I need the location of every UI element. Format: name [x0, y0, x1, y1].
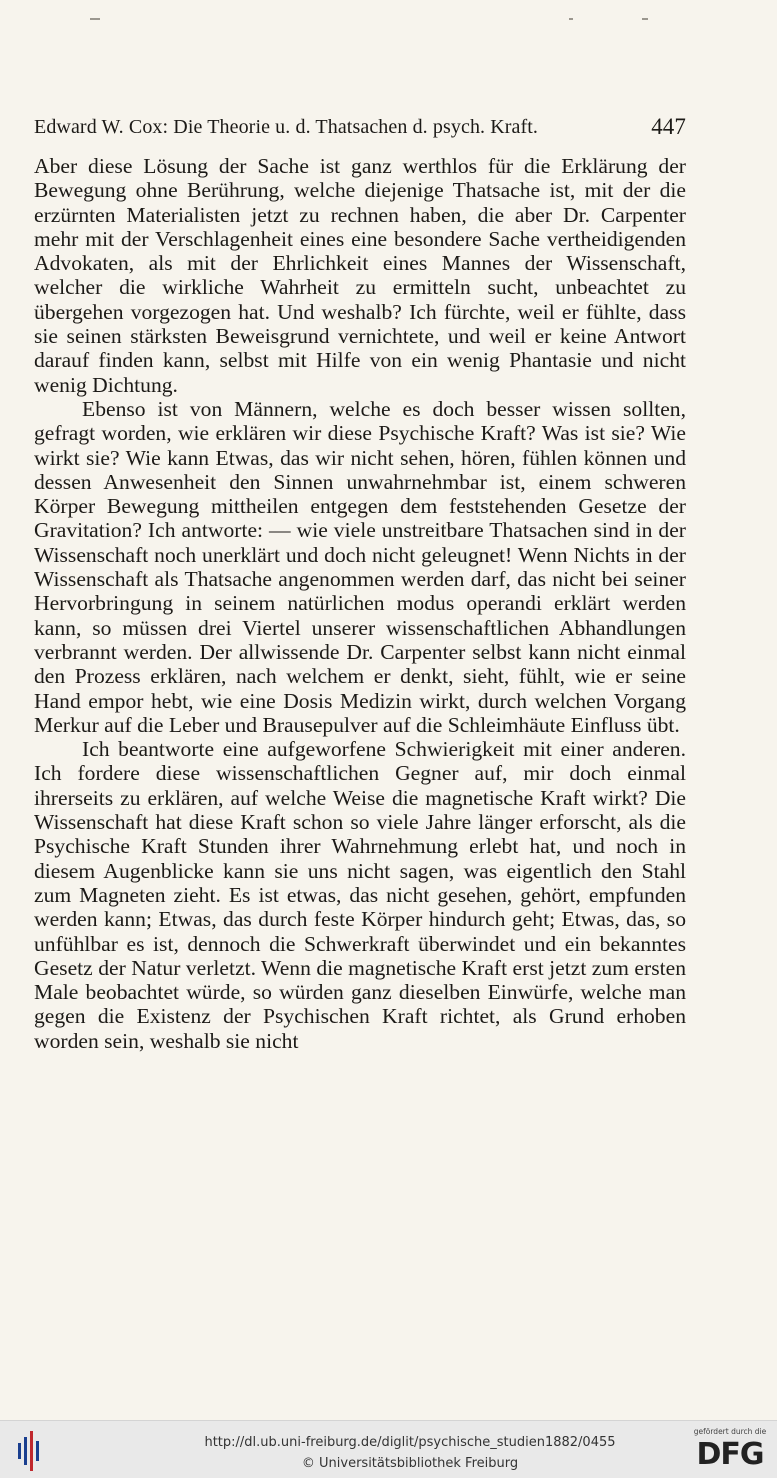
dfg-caption: gefördert durch die	[693, 1427, 767, 1436]
scan-mark	[642, 18, 648, 20]
paragraph: Ebenso ist von Männern, welche es doch besser wissen sollten, gefragt worden, wie erklären wir diese Psychische Kraft? Was ist sie? Wie wirkt sie? Wie kann Etwas, das wir nicht sehen, hören, fühlen können und dessen Anwesenheit den Sinnen unwahrnehmbar ist, einem schweren Körper Bewegung mittheilen entgegen dem feststehenden Gesetze der Gravitation? Ich antworte: — wie viele unstreitbare Thatsachen sind in der Wissenschaft noch unerklärt und doch nicht geleugnet! Wenn Nichts in der Wissenschaft als Thatsache angenommen werden darf, das nicht bei seiner Hervorbringung in seinem natürlichen modus operandi erklärt werden kann, so müssen drei Viertel unserer wissenschaftlichen Abhandlungen verbrannt werden. Der allwissende Dr. Carpenter selbst kann nicht einmal den Prozess erklären, nach welchem er denkt, sieht, fühlt, wie er seine Hand empor hebt, wie eine Dosis Medizin wirkt, durch welchen Vorgang Merkur auf die Leber und Brausepulver auf die Schleimhäute Einfluss übt.	[34, 396, 686, 737]
page-number: 447	[651, 114, 686, 139]
viewer-footer	[0, 1420, 777, 1478]
scan-mark	[569, 18, 573, 20]
running-title: Edward W. Cox: Die Theorie u. d. Thatsachen d. psych. Kraft.	[34, 116, 539, 138]
running-header	[34, 114, 686, 144]
scan-mark	[90, 18, 100, 20]
permalink-url[interactable]: http://dl.ub.uni-freiburg.de/diglit/psychische_studien1882/0455	[204, 1435, 616, 1450]
paragraph: Ich beantworte eine aufgeworfene Schwierigkeit mit einer anderen. Ich fordere diese wissenschaftlichen Gegner auf, mir doch einmal ihrerseits zu erklären, auf welche Weise die magnetische Kraft wirkt? Die Wissenschaft hat diese Kraft schon so viele Jahre länger erforscht, als die Psychische Kraft Stunden ihrer Wahrnehmung erlebt hat, und noch in diesem Augenblicke kann sie uns nicht sagen, was eigentlich den Stahl zum Magneten zieht. Es ist etwas, das nicht gesehen, gehört, empfunden werden kann; Etwas, das durch feste Körper hindurch geht; Etwas, das, so unfühlbar es ist, dennoch die Schwerkraft überwindet und ein bekanntes Gesetz der Natur verletzt. Wenn die magnetische Kraft erst jetzt zum ersten Male beobachtet würde, so würden ganz dieselben Einwürfe, welche man gegen die Existenz der Psychischen Kraft richtet, als Grund erhoben worden sein, weshalb sie nicht	[34, 737, 686, 1053]
paragraph: Aber diese Lösung der Sache ist ganz werthlos für die Erklärung der Bewegung ohne Berührung, welche diejenige Thatsache ist, mit der die erzürnten Materialisten jetzt zu rechnen haben, die aber Dr. Carpenter mehr mit der Verschlagenheit eines eine besondere Sache vertheidigenden Advokaten, als mit der Ehrlichkeit eines Mannes der Wissenschaft, welcher die wirkliche Wahrheit zu ermitteln sucht, unbeachtet zu übergehen vorgezogen hat. Und weshalb? Ich fürchte, weil er fühlte, dass sie seinen stärksten Beweisgrund vernichtete, und weil er keine Antwort darauf finden kann, selbst mit Hilfe von ein wenig Phantasie und nicht wenig Dichtung.	[34, 154, 686, 397]
dfg-logo-icon: DFG	[696, 1437, 764, 1472]
ub-freiburg-logo-icon	[14, 1431, 44, 1471]
body-text	[34, 154, 686, 1053]
copyright-notice: © Universitätsbibliothek Freiburg	[301, 1456, 519, 1471]
scan-edge-marks	[0, 14, 777, 26]
